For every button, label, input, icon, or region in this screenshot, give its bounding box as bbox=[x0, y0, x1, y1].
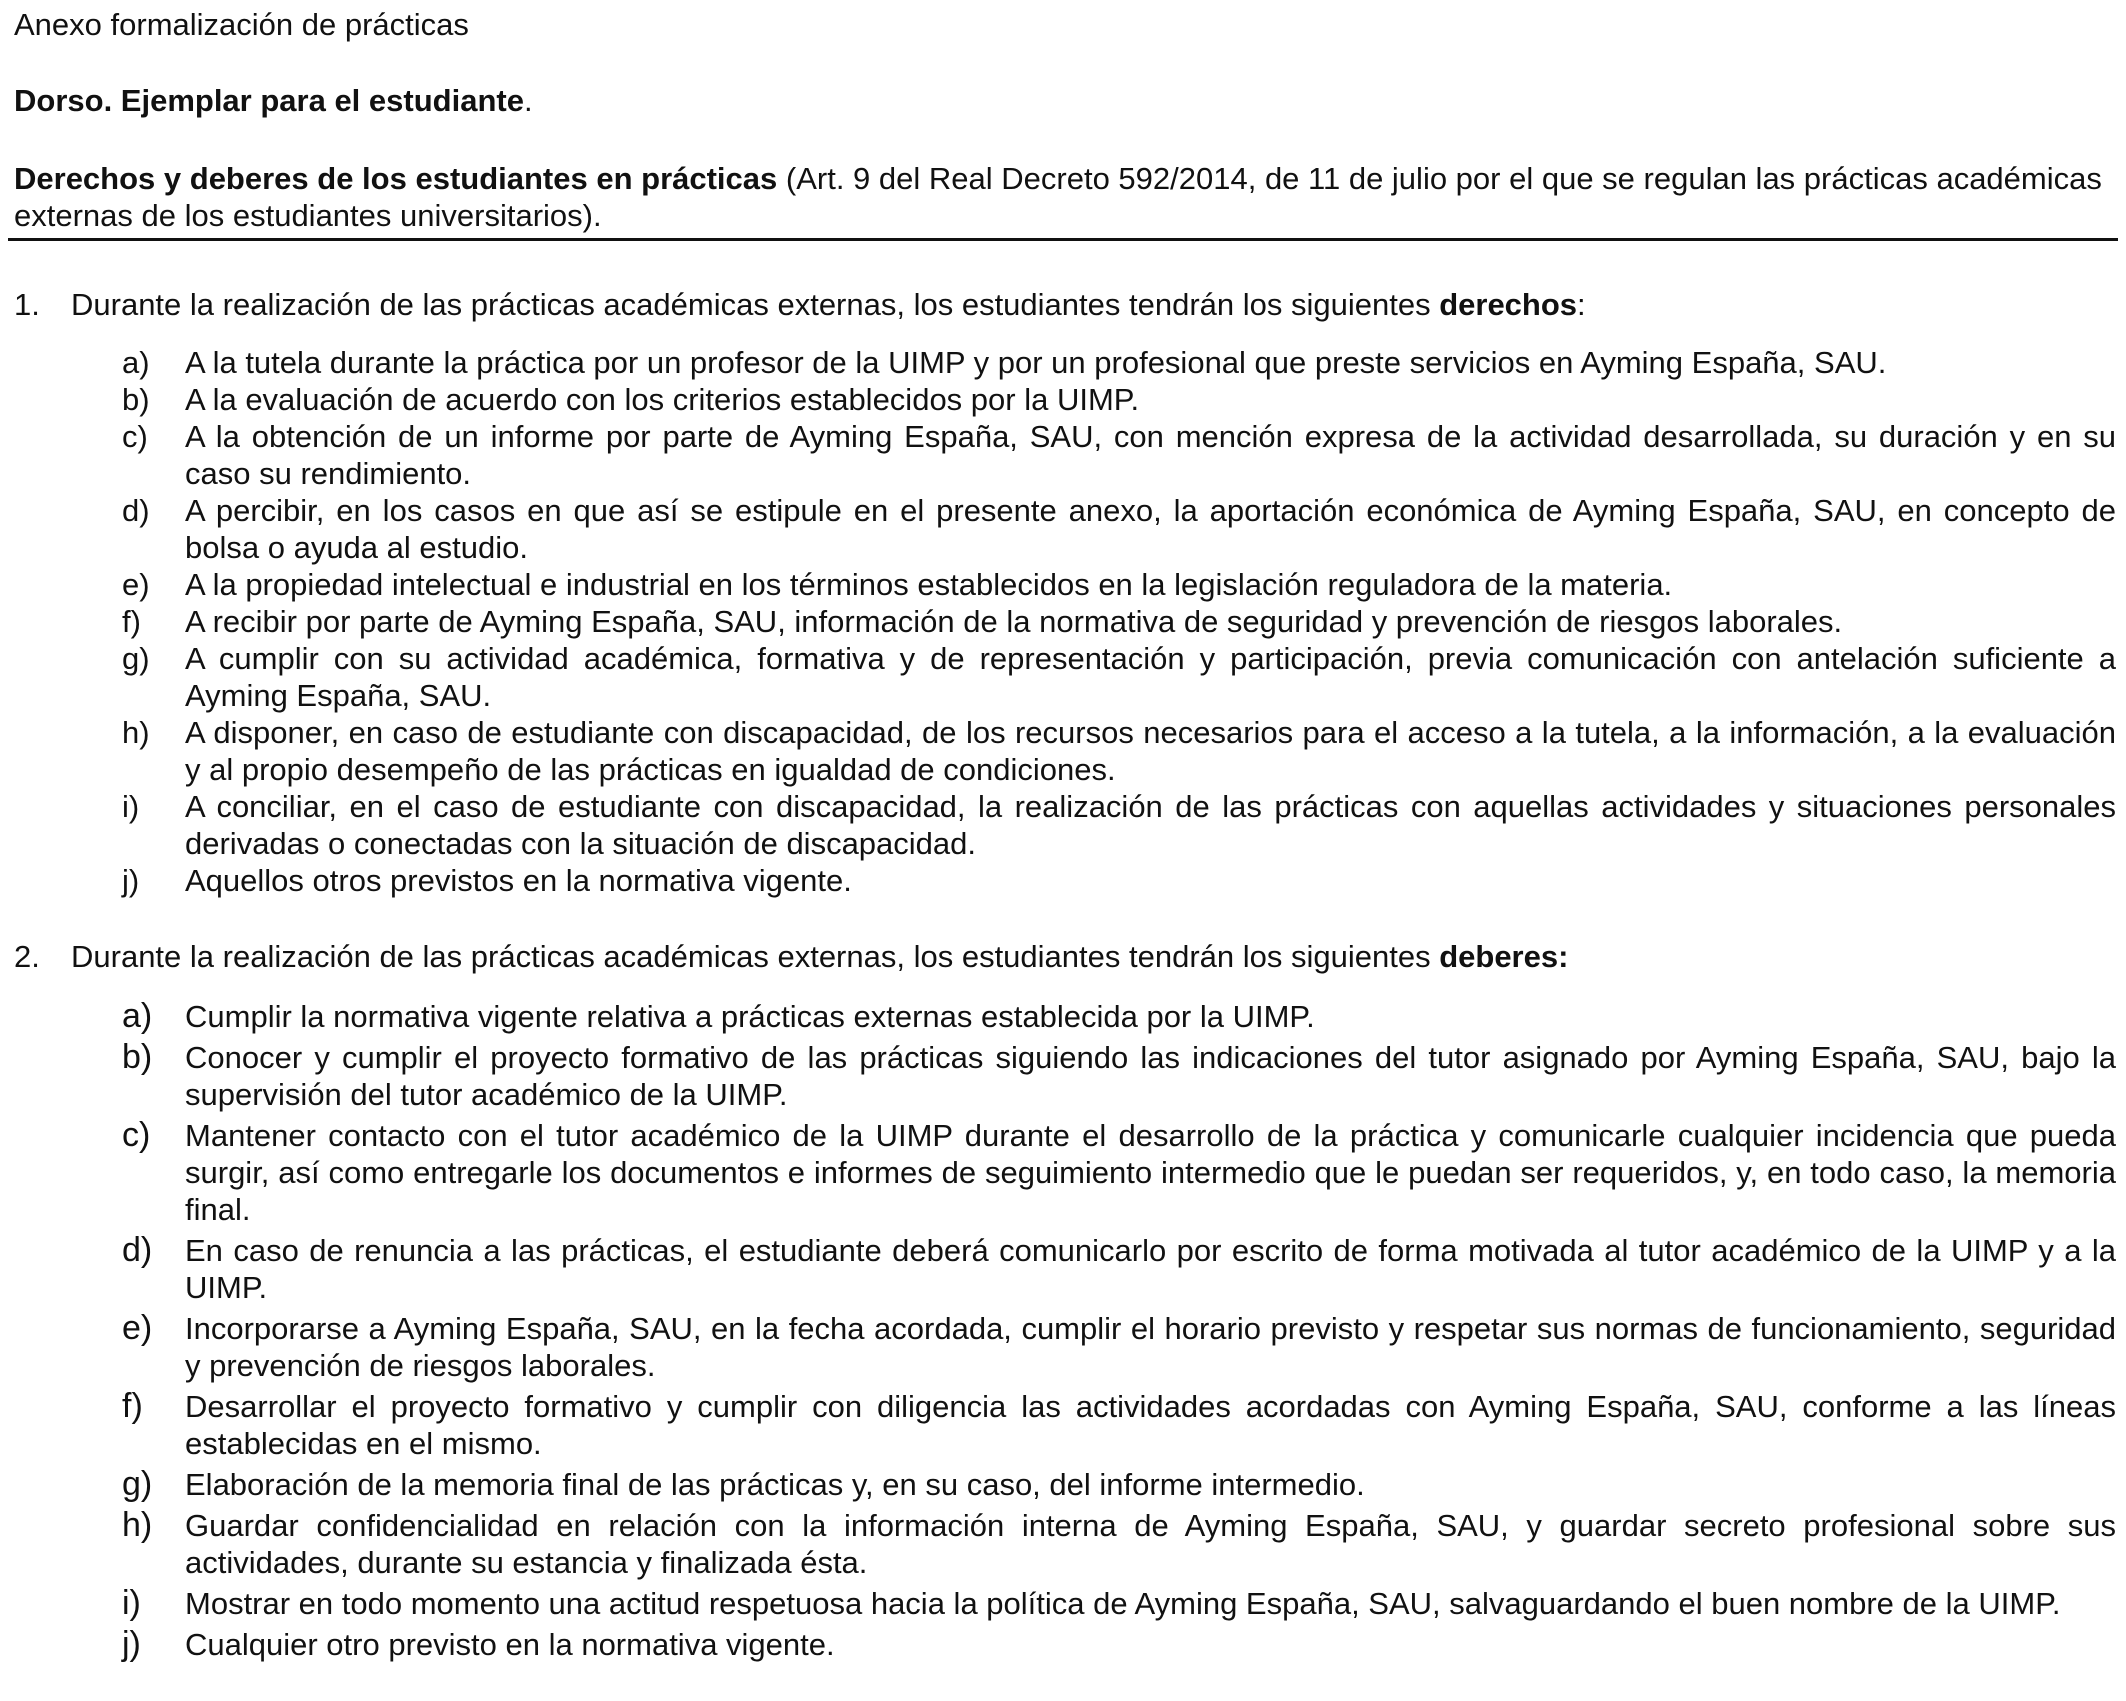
item-text: A la obtención de un informe por parte de Ayming España, SAU, con mención expresa de la actividad desarrollada, su duración y en su caso su rendimiento. bbox=[185, 419, 2116, 491]
dorso-line bbox=[14, 82, 533, 119]
item-text: Incorporarse a Ayming España, SAU, en la fecha acordada, cumplir el horario previsto y respetar sus normas de funcionamiento, seguridad y prevención de riesgos laborales. bbox=[185, 1311, 2116, 1383]
item-text: Cualquier otro previsto en la normativa vigente. bbox=[185, 1627, 835, 1662]
item-text: Elaboración de la memoria final de las prácticas y, en su caso, del informe intermedio. bbox=[185, 1467, 1365, 1502]
list-item bbox=[14, 1585, 2118, 1622]
rights-list bbox=[14, 344, 2118, 899]
list-item bbox=[14, 603, 2118, 640]
heading-divider bbox=[8, 238, 2118, 241]
item-text: A cumplir con su actividad académica, formativa y de representación y participación, previa comunicación con antelación suficiente a Ayming España, SAU. bbox=[185, 641, 2116, 713]
item-text: Aquellos otros previstos en la normativa vigente. bbox=[185, 863, 852, 898]
item-letter: b) bbox=[122, 1038, 153, 1076]
item-text: Conocer y cumplir el proyecto formativo de las prácticas siguiendo las indicaciones del tutor asignado por Ayming España, SAU, bajo la supervisión del tutor académico de la UIMP. bbox=[185, 1040, 2116, 1112]
list-item bbox=[14, 566, 2118, 603]
list-item bbox=[14, 788, 2118, 862]
duties-keyword: deberes: bbox=[1439, 939, 1569, 974]
item-text: En caso de renuncia a las prácticas, el estudiante deberá comunicarlo por escrito de forma motivada al tutor académico de la UIMP y a la UIMP. bbox=[185, 1233, 2116, 1305]
list-item bbox=[14, 418, 2118, 492]
item-letter: i) bbox=[122, 789, 140, 824]
item-letter: g) bbox=[122, 1465, 153, 1503]
item-letter: a) bbox=[122, 345, 150, 380]
list-item bbox=[14, 1507, 2118, 1581]
item-text: A la propiedad intelectual e industrial en los términos establecidos en la legislación reguladora de la materia. bbox=[185, 567, 1673, 602]
list-item bbox=[14, 1626, 2118, 1663]
dorso-label: Dorso. Ejemplar para el estudiante bbox=[14, 83, 524, 118]
duties-number: 2. bbox=[14, 939, 40, 974]
list-item bbox=[14, 492, 2118, 566]
rights-intro-tail: : bbox=[1577, 287, 1586, 322]
list-item bbox=[14, 640, 2118, 714]
rights-number: 1. bbox=[14, 287, 40, 322]
item-letter: b) bbox=[122, 382, 150, 417]
item-text: Desarrollar el proyecto formativo y cumplir con diligencia las actividades acordadas con Ayming España, SAU, conforme a las líneas establecidas en el mismo. bbox=[185, 1389, 2116, 1461]
item-text: A conciliar, en el caso de estudiante con discapacidad, la realización de las prácticas con aquellas actividades y situaciones personales derivadas o conectadas con la situación de discapacidad. bbox=[185, 789, 2116, 861]
list-item bbox=[14, 1039, 2118, 1113]
item-letter: h) bbox=[122, 1506, 153, 1544]
item-text: A la tutela durante la práctica por un profesor de la UIMP y por un profesional que preste servicios en Ayming España, SAU. bbox=[185, 345, 1887, 380]
item-letter: j) bbox=[122, 1625, 141, 1663]
item-text: A disponer, en caso de estudiante con discapacidad, de los recursos necesarios para el acceso a la tutela, a la información, a la evaluación y al propio desempeño de las prácticas en igualdad de condiciones. bbox=[185, 715, 2116, 787]
dorso-tail: . bbox=[523, 83, 533, 118]
list-item bbox=[14, 714, 2118, 788]
item-text: Mantener contacto con el tutor académico de la UIMP durante el desarrollo de la práctica y comunicarle cualquier incidencia que pueda surgir, así como entregarle los documentos e informes de seguimiento intermedio que le puedan ser requeridos, y, en todo caso, la memoria final. bbox=[185, 1118, 2116, 1227]
item-text: Guardar confidencialidad en relación con la información interna de Ayming España, SAU, y guardar secreto profesional sobre sus actividades, durante su estancia y finalizada ésta. bbox=[185, 1508, 2116, 1580]
item-letter: e) bbox=[122, 567, 150, 602]
duties-intro bbox=[14, 938, 2118, 975]
rights-intro bbox=[14, 286, 2118, 323]
item-letter: f) bbox=[122, 1387, 143, 1425]
list-item bbox=[14, 1310, 2118, 1384]
item-text: Cumplir la normativa vigente relativa a prácticas externas establecida por la UIMP. bbox=[185, 999, 1315, 1034]
item-letter: h) bbox=[122, 715, 150, 750]
rights-keyword: derechos bbox=[1439, 287, 1578, 322]
item-letter: f) bbox=[122, 604, 141, 639]
duties-list bbox=[14, 998, 2118, 1663]
item-letter: c) bbox=[122, 1116, 151, 1154]
item-letter: j) bbox=[122, 863, 140, 898]
item-text: A percibir, en los casos en que así se estipule en el presente anexo, la aportación económica de Ayming España, SAU, en concepto de bolsa o ayuda al estudio. bbox=[185, 493, 2116, 565]
item-letter: g) bbox=[122, 641, 150, 676]
item-letter: d) bbox=[122, 493, 150, 528]
item-letter: c) bbox=[122, 419, 148, 454]
item-text: Mostrar en todo momento una actitud respetuosa hacia la política de Ayming España, SAU, salvaguardando el buen nombre de la UIMP. bbox=[185, 1586, 2061, 1621]
rights-intro-text: Durante la realización de las prácticas académicas externas, los estudiantes tendrán los siguientes bbox=[71, 287, 1440, 322]
list-item bbox=[14, 998, 2118, 1035]
annex-title: Anexo formalización de prácticas bbox=[14, 7, 469, 42]
list-item bbox=[14, 1388, 2118, 1462]
list-item bbox=[14, 1466, 2118, 1503]
item-letter: i) bbox=[122, 1584, 141, 1622]
heading-reference: (Art. 9 del Real Decreto 592/2014, de 11 de julio por el que se regulan las prácticas académicas externas de los estudiantes universitarios). bbox=[14, 161, 2102, 233]
item-letter: e) bbox=[122, 1309, 153, 1347]
duties-intro-text: Durante la realización de las prácticas académicas externas, los estudiantes tendrán los siguientes bbox=[71, 939, 1440, 974]
list-item bbox=[14, 344, 2118, 381]
item-text: A recibir por parte de Ayming España, SAU, información de la normativa de seguridad y prevención de riesgos laborales. bbox=[185, 604, 1843, 639]
item-text: A la evaluación de acuerdo con los criterios establecidos por la UIMP. bbox=[185, 382, 1140, 417]
item-letter: d) bbox=[122, 1231, 153, 1269]
list-item bbox=[14, 1232, 2118, 1306]
heading-title: Derechos y deberes de los estudiantes en prácticas bbox=[14, 161, 778, 196]
list-item bbox=[14, 862, 2118, 899]
list-item bbox=[14, 1117, 2118, 1228]
rights-duties-heading bbox=[14, 160, 2114, 234]
list-item bbox=[14, 381, 2118, 418]
item-letter: a) bbox=[122, 997, 153, 1035]
